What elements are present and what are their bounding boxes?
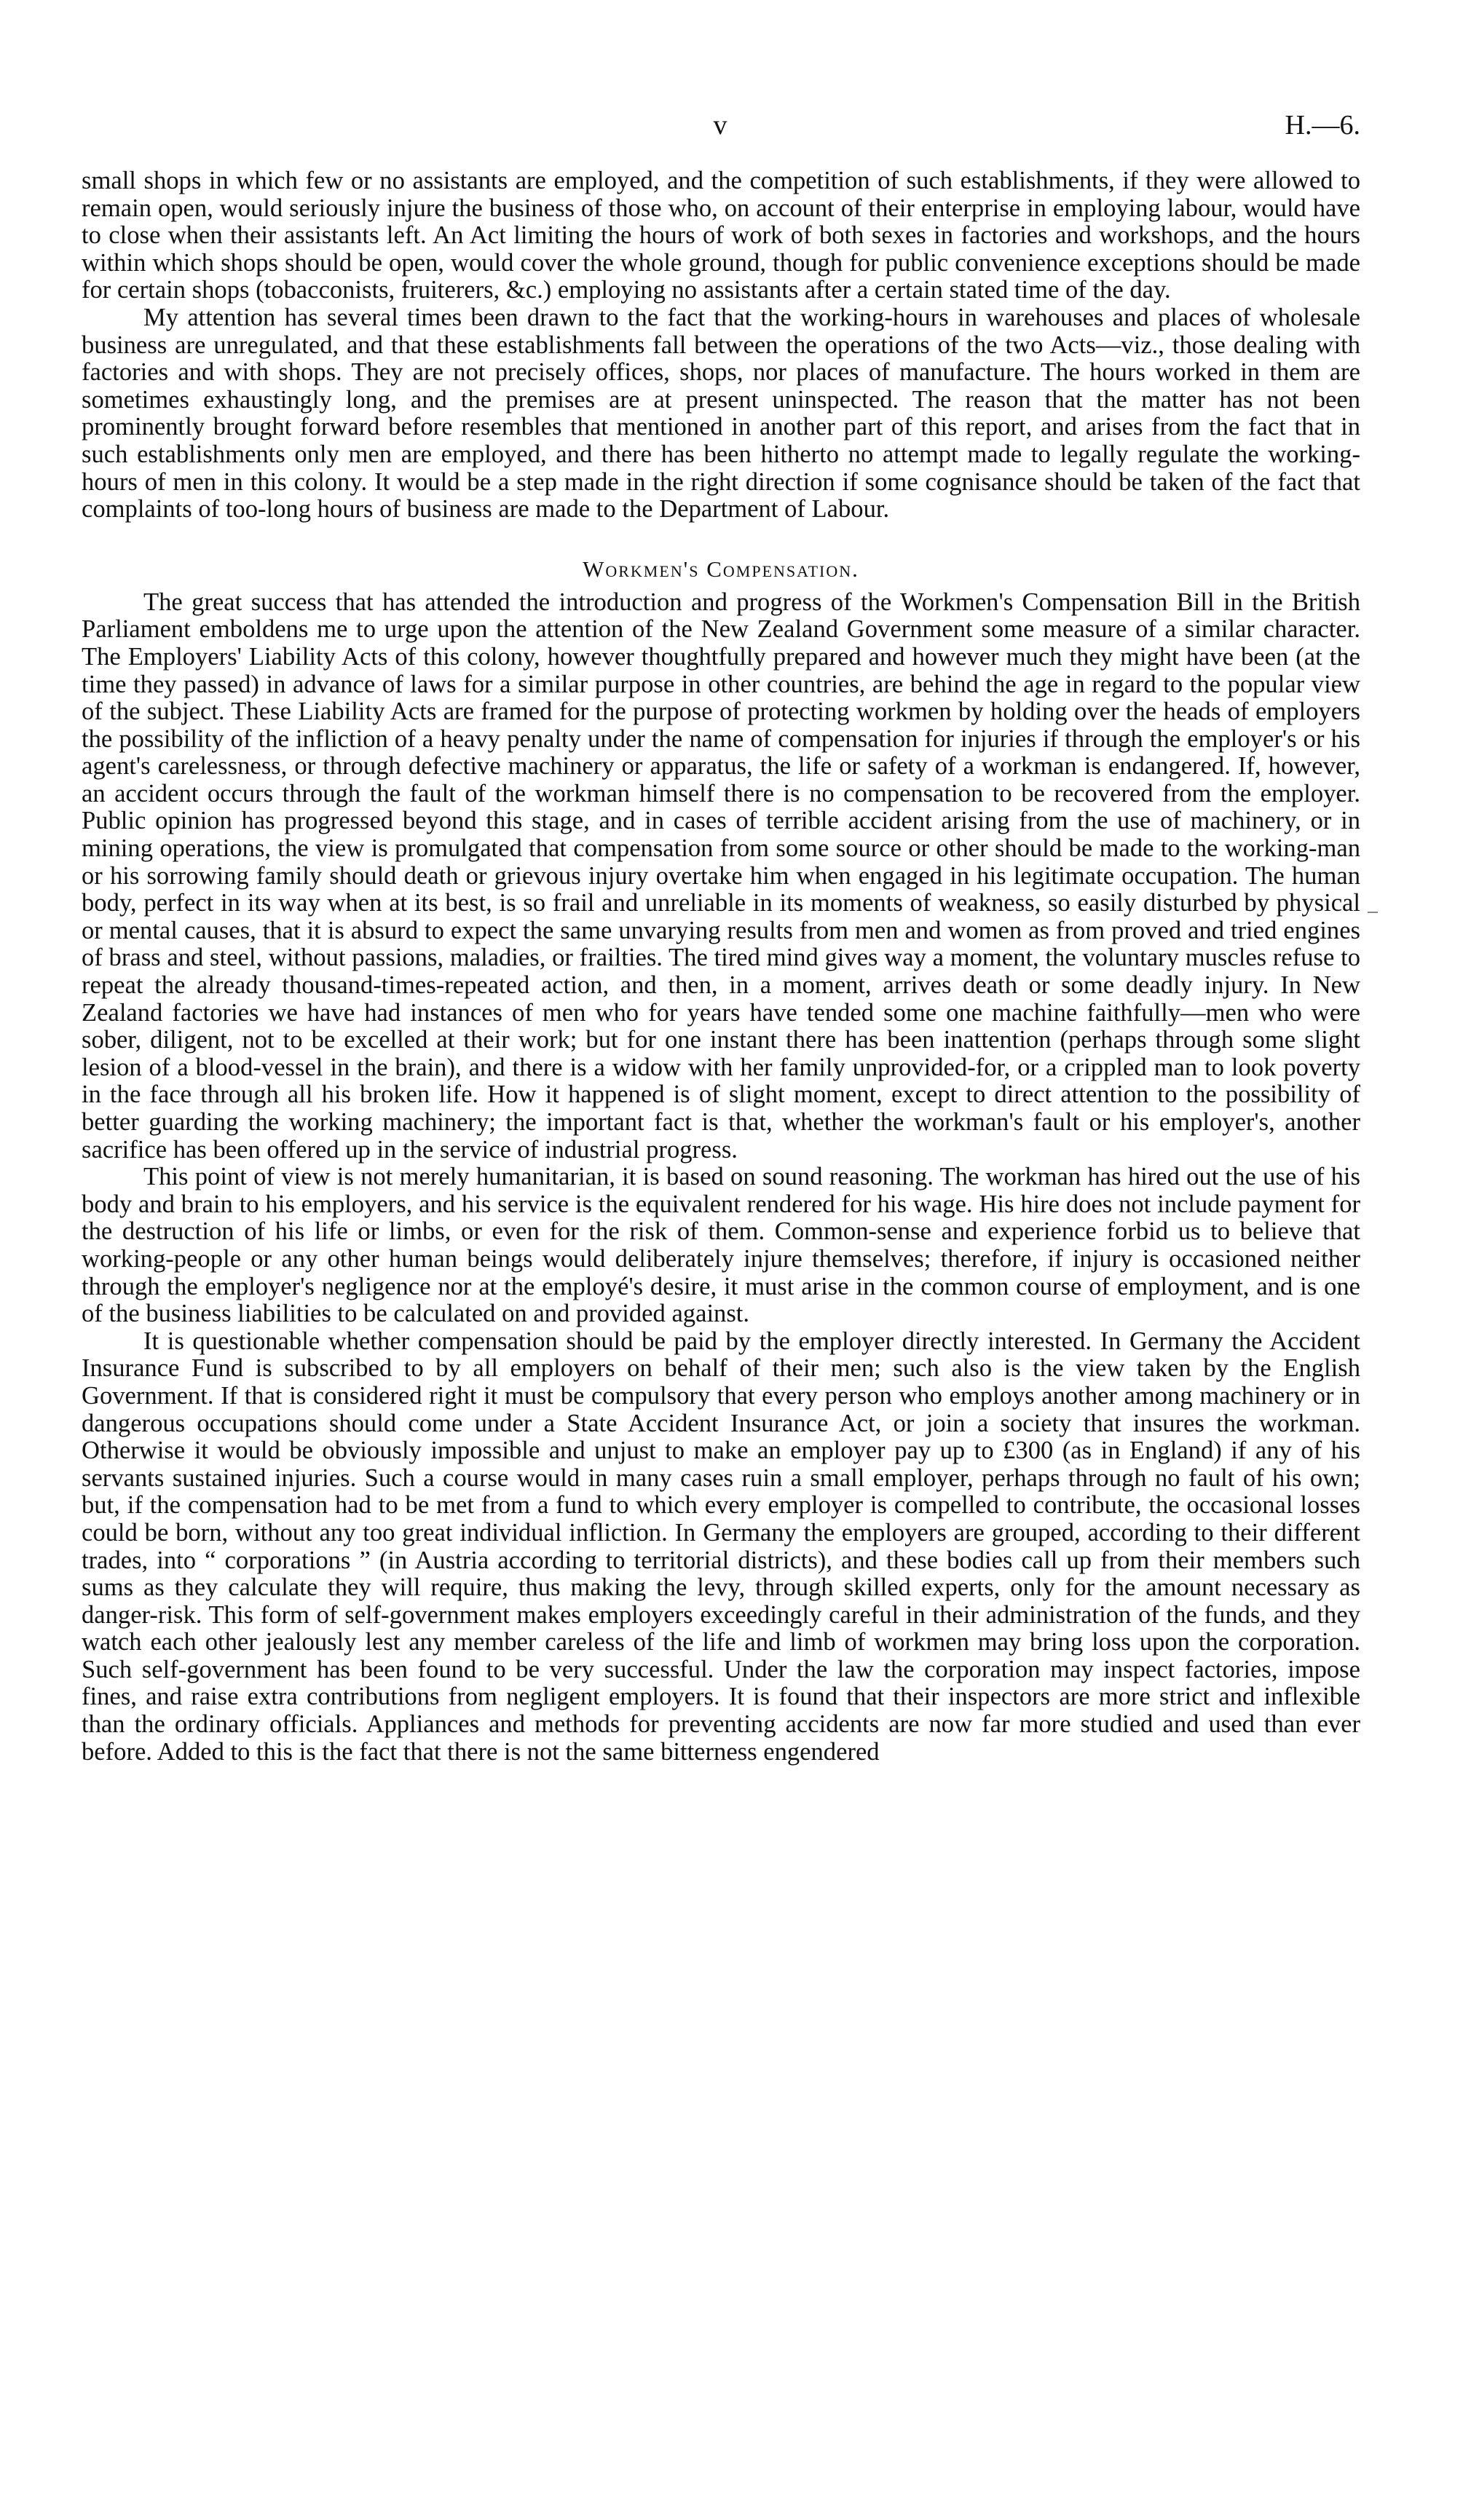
- margin-mark: [1368, 912, 1378, 913]
- paragraph-warehouse-hours: My attention has several times been drawn to the fact that the working-hours in warehouses and places of wholesale business are unregulated, and that these establishments fall between the operations of the two Acts—viz., those dealing with factories and with shops. They are not precisely offices, shops, nor places of manufacture. The hours worked in them are sometimes exhaustingly long, and the premises are at present uninspected. The reason that the matter has not been prominently brought forward before resembles that mentioned in another part of this report, and arises from the fact that in such establishments only men are employed, and there has been hitherto no attempt made to legally regulate the working-hours of men in this colony. It would be a step made in the right direction if some cognisance should be taken of the fact that complaints of too-long hours of business are made to the Department of Labour.: [82, 303, 1360, 524]
- paragraph-humanitarian-view: This point of view is not merely humanitarian, it is based on sound reasoning. The workman has hired out the use of his body and brain to his employers, and his service is the equivalent rendered for his wage. His hire does not include payment for the destruction of his life or limbs, or even for the risk of them. Common-sense and experience forbid us to believe that working-people or any other human beings would deliberately injure themselves; therefore, if injury is occasioned neither through the employer's negligence nor at the employé's desire, it must arise in the common course of employment, and is one of the business liabilities to be calculated on and provided against.: [82, 1163, 1360, 1328]
- paragraph-insurance-fund: It is questionable whether compensation should be paid by the employer directly interested. In Germany the Accident Insurance Fund is subscribed to by all employers on behalf of their men; such also is the view taken by the English Government. If that is considered right it must be compulsory that every person who employs another among machinery or in dangerous occupations should come under a State Accident Insurance Act, or join a society that insures the workman. Otherwise it would be obviously impossible and unjust to make an employer pay up to £300 (as in England) if any of his servants sustained injuries. Such a course would in many cases ruin a small employer, perhaps through no fault of his own; but, if the compensation had to be met from a fund to which every employer is compelled to contribute, the occasional losses could be born, without any too great individual infliction. In Germany the employers are grouped, according to their different trades, into “ corporations ” (in Austria according to territorial districts), and these bodies call up from their members such sums as they calculate they will require, thus making the levy, through skilled experts, only for the amount necessary as danger-risk. This form of self-government makes employers exceedingly careful in their administration of the funds, and they watch each other jealously lest any member careless of the life and limb of workmen may bring loss upon the corporation. Such self-government has been found to be very successful. Under the law the corporation may inspect factories, impose fines, and raise extra contributions from negligent employers. It is found that their inspectors are more strict and inflexible than the ordinary officials. Appliances and methods for preventing accidents are now far more studied and used than ever before. Added to this is the fact that there is not the same bitterness engendered: [82, 1327, 1360, 1766]
- section-heading-workmens-compensation: Workmen's Compensation.: [583, 556, 859, 582]
- document-page: [82, 109, 1360, 1766]
- paragraph-compensation-bill: The great success that has attended the introduction and progress of the Workmen's Compensation Bill in the British Parliament emboldens me to urge upon the attention of the New Zealand Government some measure of a similar character. The Employers' Liability Acts of this colony, however thoughtfully prepared and however much they might have been (at the time they passed) in advance of laws for a similar purpose in other countries, are behind the age in regard to the popular view of the subject. These Liability Acts are framed for the purpose of protecting workmen by holding over the heads of employers the possibility of the infliction of a heavy penalty under the name of compensation for injuries if through the employer's or his agent's carelessness, or through defective machinery or apparatus, the life or safety of a workman is endangered. If, however, an accident occurs through the fault of the workman himself there is no compensation to be recovered from the employer. Public opinion has progressed beyond this stage, and in cases of terrible accident arising from the use of machinery, or in mining operations, the view is promulgated that compensation from some source or other should be made to the working-man or his sorrowing family should death or grievous injury overtake him when engaged in his legitimate occupation. The human body, perfect in its way when at its best, is so frail and unreliable in its moments of weakness, so easily disturbed by physical or mental causes, that it is absurd to expect the same unvarying results from men and women as from proved and tried engines of brass and steel, without passions, maladies, or frailties. The tired mind gives way a moment, the voluntary muscles refuse to repeat the already thousand-times-repeated action, and then, in a moment, arrives death or some deadly injury. In New Zealand factories we have had instances of men who for years have tended some one machine faithfully—men who were sober, diligent, not to be excelled at their work; but for one instant there has been inattention (perhaps through some slight lesion of a blood-vessel in the brain), and there is a widow with her family unprovided-for, or a crippled man to look poverty in the face through all his broken life. How it happened is of slight moment, except to direct attention to the possibility of better guarding the working machinery; the important fact is that, whether the workman's fault or his employer's, another sacrifice has been offered up in the service of industrial progress.: [82, 588, 1360, 1164]
- running-header: [82, 109, 1360, 154]
- document-reference: H.—6.: [1285, 110, 1360, 141]
- page-number: v: [713, 110, 729, 141]
- body-text: [82, 167, 1360, 1766]
- paragraph-continued: small shops in which few or no assistants are employed, and the competition of such establishments, if they were allowed to remain open, would seriously injure the business of those who, on account of their enterprise in employing labour, would have to close when their assistants left. An Act limiting the hours of work of both sexes in factories and workshops, and the hours within which shops should be open, would cover the whole ground, though for public convenience exceptions should be made for certain shops (tobacconists, fruiterers, &c.) employing no assistants after a certain stated time of the day.: [82, 167, 1360, 304]
